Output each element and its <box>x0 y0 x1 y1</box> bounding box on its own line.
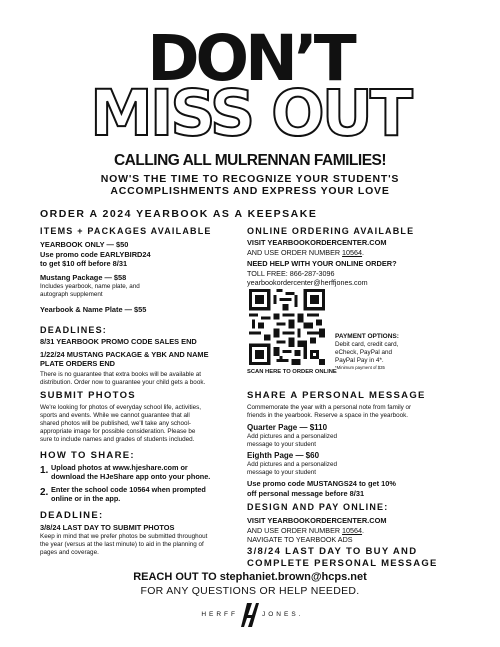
online-ordering-heading: ONLINE ORDERING AVAILABLE <box>247 226 415 236</box>
share-step-1: 1. Upload photos at www.hjeshare.com or download the HJeShare app onto your phone. <box>40 463 211 481</box>
quarter-page-block <box>247 423 472 449</box>
photo-deadline-note-1: Keep in mind that we prefer photos be submitted throughout <box>40 532 208 540</box>
submit-desc-1: We're looking for photos of everyday school life, activities, <box>40 404 202 411</box>
deadline-line-3: PLATE ORDERS END <box>40 359 116 368</box>
personal-last-day <box>247 546 472 570</box>
earlybird-promo: Use promo code EARLYBIRD24 <box>40 249 151 259</box>
personal-message-heading: SHARE A PERSONAL MESSAGE <box>247 390 426 401</box>
quarter-page-desc-1: Add pictures and a personalized <box>247 432 337 440</box>
online-visit: VISIT YEARBOOKORDERCENTER.COM <box>247 238 387 247</box>
online-ordering-block <box>247 238 472 288</box>
payment-line-3: PayPal Pay in 4*. <box>335 357 384 364</box>
logo-text-left: HERFF <box>201 611 238 618</box>
deadline-note-1: There is no guarantee that extra books will be available at <box>40 370 202 378</box>
payment-heading: PAYMENT OPTIONS: <box>335 333 399 340</box>
tagline-line-1: NOW'S THE TIME TO RECOGNIZE YOUR STUDENT'S <box>100 173 400 185</box>
submit-photos-heading: SUBMIT PHOTOS <box>40 390 136 401</box>
photo-deadline-note-2: the year (versus at the last minute) to aid in the planning of <box>40 540 204 548</box>
scan-label: SCAN HERE TO ORDER ONLINE <box>247 369 337 375</box>
yearbook-only-block <box>40 240 240 269</box>
photo-deadline-block <box>40 523 250 557</box>
eighth-page-block <box>247 451 472 477</box>
reach-out: REACH OUT TO stephaniet.brown@hcps.net <box>133 571 367 583</box>
payment-note: *Minimum payment of $35 <box>335 365 385 370</box>
hj-mark-icon <box>240 601 260 629</box>
design-visit: VISIT YEARBOOKORDERCENTER.COM <box>247 516 387 525</box>
deadlines-heading: DEADLINES: <box>40 325 108 335</box>
photo-deadline-line: 3/8/24 LAST DAY TO SUBMIT PHOTOS <box>40 523 175 532</box>
quarter-page-desc-2: message to your student <box>247 440 316 448</box>
personal-last-day-2: COMPLETE PERSONAL MESSAGE <box>247 558 438 569</box>
order-heading: ORDER A 2024 YEARBOOK AS A KEEPSAKE <box>40 208 318 220</box>
headline-dont: DON’T <box>147 22 353 95</box>
deadline-line-2: 1/22/24 MUSTANG PACKAGE & YBK AND NAME <box>40 349 209 359</box>
calling-families: CALLING ALL MULRENNAN FAMILIES! <box>113 152 387 169</box>
logo-text-right: JONES. <box>262 611 304 618</box>
how-to-share-heading: HOW TO SHARE: <box>40 450 135 461</box>
deadline-line-1: 8/31 YEARBOOK PROMO CODE SALES END <box>40 337 197 346</box>
mustang-package-block <box>40 273 240 299</box>
design-pay-block <box>247 516 472 545</box>
submit-desc-4: appropriate image for possible consideration. Please be <box>40 428 196 435</box>
eighth-page-desc-1: Add pictures and a personalized <box>247 460 337 468</box>
quarter-page-title: Quarter Page — $110 <box>247 423 328 432</box>
payment-line-2: eCheck, PayPal and <box>335 349 393 356</box>
yearbook-only-price: YEARBOOK ONLY — $50 <box>40 240 129 249</box>
design-order-number: AND USE ORDER NUMBER 10564. <box>247 525 365 535</box>
personal-message-desc <box>247 404 472 420</box>
submit-desc-3: shared photos will be published, we'll take any school- <box>40 420 192 427</box>
eighth-page-title: Eighth Page — $60 <box>247 451 320 460</box>
personal-last-day-1: 3/8/24 LAST DAY TO BUY AND <box>247 546 418 557</box>
payment-options <box>335 333 475 371</box>
deadlines-block <box>40 337 240 387</box>
photo-deadline-note-3: pages and coverage. <box>40 548 99 556</box>
share-step-2: 2. Enter the school code 10564 when prompted online or in the app. <box>40 485 206 503</box>
personal-desc-1: Commemorate the year with a personal note from family or <box>247 404 412 411</box>
deadline-note-2: distribution. Order now to guarantee your child gets a book. <box>40 378 206 386</box>
personal-desc-2: friends in the yearbook. Reserve a space in the yearbook. <box>247 412 409 419</box>
mustang-package-title: Mustang Package — $58 <box>40 273 127 282</box>
packages-heading: ITEMS + PACKAGES AVAILABLE <box>40 226 212 236</box>
submit-photos-desc <box>40 404 245 444</box>
mustang-package-desc-2: autograph supplement <box>40 290 103 298</box>
herff-jones-logo <box>190 601 310 629</box>
nameplate-package-title: Yearbook & Name Plate — $55 <box>40 305 147 314</box>
payment-line-1: Debit card, credit card, <box>335 341 399 348</box>
mustang-package-desc-1: Includes yearbook, name plate, and <box>40 282 140 290</box>
support-email[interactable]: yearbookordercenter@herffjones.com <box>247 278 368 287</box>
eighth-page-desc-2: message to your student <box>247 468 316 476</box>
toll-free: TOLL FREE: 866-287-3096 <box>247 268 335 278</box>
design-pay-heading: DESIGN AND PAY ONLINE: <box>247 502 389 512</box>
online-order-number: AND USE ORDER NUMBER 10564. <box>247 247 365 257</box>
submit-desc-2: sports and events. While we cannot guarantee that all <box>40 412 190 419</box>
design-navigate: NAVIGATE TO YEARBOOK ADS <box>247 535 353 544</box>
contact-email[interactable]: stephaniet.brown@hcps.net <box>219 571 367 583</box>
tagline <box>0 173 500 197</box>
qr-code[interactable] <box>249 289 325 365</box>
earlybird-discount: to get $10 off before 8/31 <box>40 259 128 268</box>
mustangs-promo <box>247 479 472 498</box>
for-any-questions: FOR ANY QUESTIONS OR HELP NEEDED. <box>140 585 360 597</box>
headline-miss-out: MISS OUT <box>90 77 410 150</box>
photo-deadline-heading: DEADLINE: <box>40 510 104 521</box>
mustangs-promo-2: off personal message before 8/31 <box>247 488 365 498</box>
mustangs-promo-1: Use promo code MUSTANGS24 to get 10% <box>247 479 396 488</box>
online-help: NEED HELP WITH YOUR ONLINE ORDER? <box>247 259 397 268</box>
submit-desc-5: sure to include names and grades of students included. <box>40 436 195 443</box>
tagline-line-2: ACCOMPLISHMENTS AND EXPRESS YOUR LOVE <box>110 185 390 197</box>
